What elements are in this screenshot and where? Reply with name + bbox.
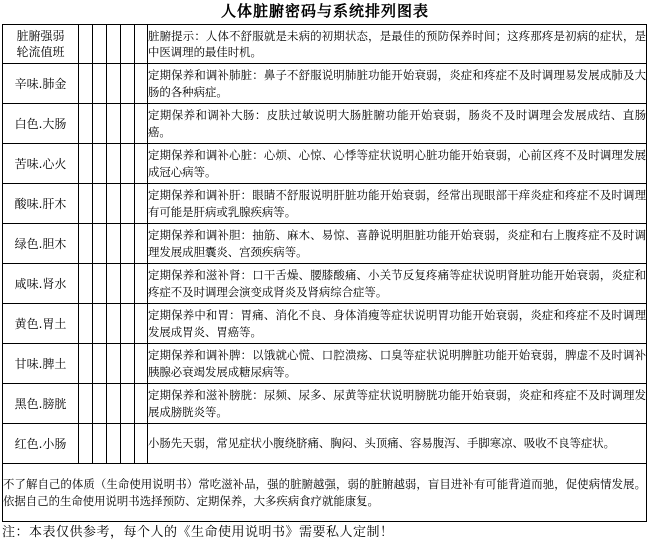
grid-cell: [121, 144, 135, 184]
grid-cell: [107, 64, 121, 104]
grid-cell: [93, 184, 107, 224]
grid-cell: [121, 64, 135, 104]
grid-cell: [107, 184, 121, 224]
grid-cell: [93, 25, 107, 64]
organ-label: 苦味.心火: [3, 144, 79, 184]
grid-cell: [107, 104, 121, 144]
grid-cell: [121, 264, 135, 304]
grid-cell: [121, 25, 135, 64]
grid-cell: [121, 304, 135, 344]
grid-cell: [93, 224, 107, 264]
grid-cell: [121, 224, 135, 264]
grid-cell: [121, 424, 135, 464]
grid-cell: [93, 304, 107, 344]
grid-cell: [135, 424, 148, 464]
grid-cell: [79, 304, 93, 344]
grid-cell: [79, 184, 93, 224]
organ-row-kidney: [3, 264, 647, 304]
organ-row-gallbladder: [3, 224, 647, 264]
grid-cell: [79, 384, 93, 424]
grid-cell: [107, 424, 121, 464]
grid-cell: [79, 424, 93, 464]
organ-description: 小肠先天弱，常见症状小腹绕脐痛、胸闷、头顶痛、容易腹泻、手脚寒凉、吸收不良等症状。: [148, 424, 647, 464]
grid-cell: [121, 384, 135, 424]
grid-cell: [107, 264, 121, 304]
grid-cell: [107, 344, 121, 384]
grid-cell: [93, 424, 107, 464]
organ-label: 红色.小肠: [3, 424, 79, 464]
organ-label: 绿色.胆木: [3, 224, 79, 264]
organ-row-heart: [3, 144, 647, 184]
header-label: [3, 25, 79, 64]
disclaimer-note: 注：本表仅供参考，每个人的《生命使用说明书》需要私人定制！: [2, 525, 394, 540]
organ-description: 定期保养和调补心脏：心烦、心惊、心悸等症状说明心脏功能开始衰弱，心前区疼不及时调理发展成冠心病等。: [148, 144, 647, 184]
grid-cell: [121, 104, 135, 144]
organ-description: 定期保养中和胃：胃痛、消化不良、身体消瘦等症状说明胃功能开始衰弱，炎症和疼症不及时调理发展成胃炎、胃癌等。: [148, 304, 647, 344]
grid-cell: [79, 104, 93, 144]
organ-description: 定期保养和滋补肾：口干舌燥、腰膝酸痛、小关节反复疼痛等症状说明肾脏功能开始衰弱，炎症和疼症不及时调理会演变成肾炎及肾病综合症等。: [148, 264, 647, 304]
grid-cell: [135, 184, 148, 224]
organ-row-stomach: [3, 304, 647, 344]
organ-description: 定期保养和调补脾：以饿就心慌、口腔溃疡、口臭等症状说明脾脏功能开始衰弱，脾虚不及时调补胰腺必衰竭发展成糖尿病等。: [148, 344, 647, 384]
organ-row-bladder: [3, 384, 647, 424]
grid-cell: [121, 344, 135, 384]
footer-row: [3, 464, 647, 522]
grid-cell: [107, 304, 121, 344]
grid-cell: [79, 224, 93, 264]
grid-cell: [121, 184, 135, 224]
grid-cell: [107, 224, 121, 264]
grid-cell: [93, 264, 107, 304]
organ-label: 黑色.膀胱: [3, 384, 79, 424]
organ-description: 定期保养和调补肝：眼睛不舒服说明肝脏功能开始衰弱，经常出现眼部干痒炎症和疼症不及时调理有可能是肝病或乳腺疾病等。: [148, 184, 647, 224]
grid-cell: [93, 144, 107, 184]
grid-cell: [135, 144, 148, 184]
grid-cell: [93, 344, 107, 384]
grid-cell: [79, 64, 93, 104]
organ-label: 白色.大肠: [3, 104, 79, 144]
page-title: 人体脏腑密码与系统排列图表: [220, 2, 429, 20]
grid-cell: [93, 384, 107, 424]
grid-cell: [79, 25, 93, 64]
grid-cell: [93, 104, 107, 144]
organ-label: 甘味.脾土: [3, 344, 79, 384]
grid-cell: [107, 144, 121, 184]
organ-row-spleen: [3, 344, 647, 384]
header-label-line1: 脏腑强弱: [16, 29, 65, 43]
grid-cell: [135, 304, 148, 344]
grid-cell: [79, 144, 93, 184]
header-text: 脏腑提示：人体不舒服就是未病的初期状态，是最佳的预防保养时间；这疼那疼是初病的症状，是中医调理的最佳时机。: [148, 25, 647, 64]
grid-cell: [135, 344, 148, 384]
organ-description: 定期保养和调补大肠：皮肤过敏说明大肠脏腑功能开始衰弱，肠炎不及时调理会发展成结、直肠癌。: [148, 104, 647, 144]
organ-row-lung: [3, 64, 647, 104]
organ-label: 酸味.肝木: [3, 184, 79, 224]
organ-description: 定期保养和调补胆：抽筋、麻木、易惊、喜静说明胆脏功能开始衰弱，炎症和右上腹疼症不及时调理发展成胆囊炎、宫颈疾病等。: [148, 224, 647, 264]
grid-cell: [93, 64, 107, 104]
grid-cell: [135, 224, 148, 264]
organ-row-liver: [3, 184, 647, 224]
grid-cell: [79, 344, 93, 384]
organ-table: [2, 24, 647, 522]
organ-row-small-intestine: [3, 424, 647, 464]
organ-description: 定期保养和滋补膀胱：尿频、尿多、尿黄等症状说明膀胱功能开始衰弱，炎症和疼症不及时调理发展成膀胱炎等。: [148, 384, 647, 424]
grid-cell: [107, 25, 121, 64]
grid-cell: [135, 25, 148, 64]
organ-label: 辛味.肺金: [3, 64, 79, 104]
organ-label: 咸味.肾水: [3, 264, 79, 304]
grid-cell: [135, 264, 148, 304]
organ-row-large-intestine: [3, 104, 647, 144]
organ-label: 黄色.胃土: [3, 304, 79, 344]
organ-description: 定期保养和调补肺脏：鼻子不舒服说明肺脏功能开始衰弱，炎症和疼症不及时调理易发展成肺及大肠的各种病症。: [148, 64, 647, 104]
grid-cell: [135, 64, 148, 104]
header-row: [3, 25, 647, 64]
grid-cell: [107, 384, 121, 424]
grid-cell: [135, 104, 148, 144]
grid-cell: [79, 264, 93, 304]
footer-text: 不了解自己的体质（生命使用说明书）常吃滋补品，强的脏腑越强，弱的脏腑越弱，盲目进补有可能背道而驰，促使病情发展。依据自己的生命使用说明书选择预防、定期保养，大多疾病食疗就能康复。: [3, 464, 647, 522]
header-label-line2: 轮流值班: [16, 45, 65, 59]
grid-cell: [135, 384, 148, 424]
